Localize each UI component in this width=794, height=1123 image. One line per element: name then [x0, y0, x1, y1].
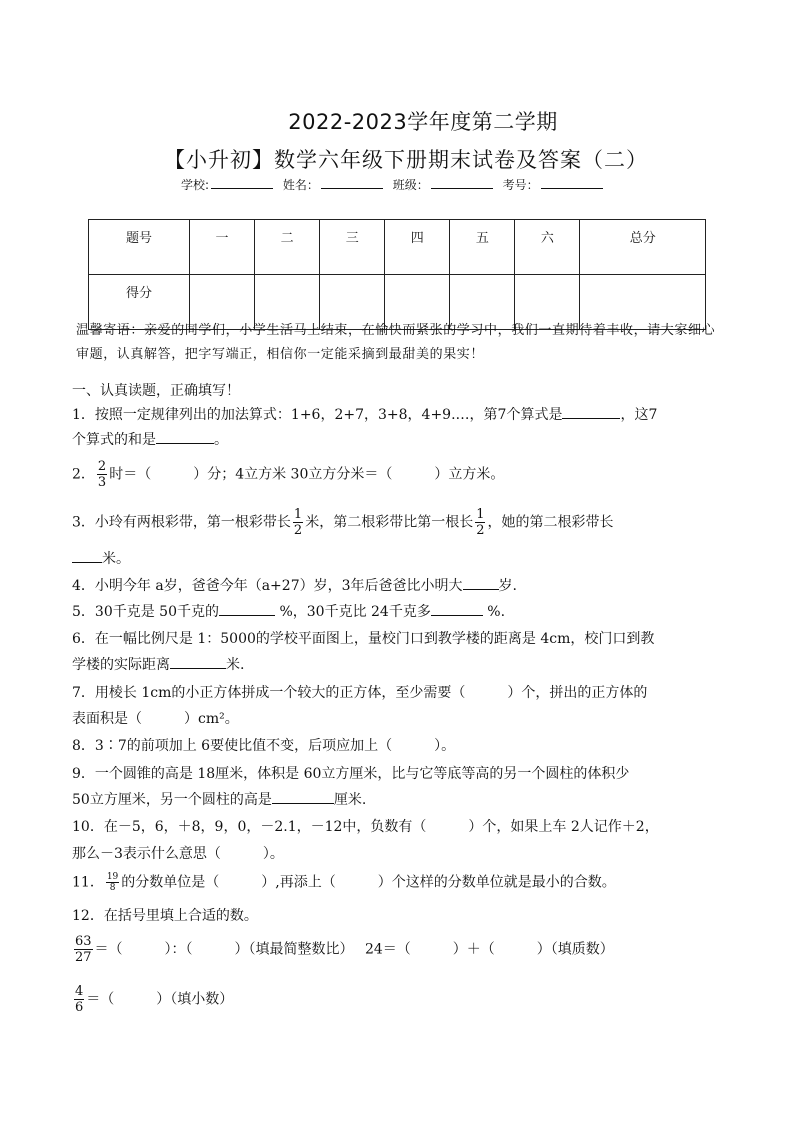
score-header-cell: 总分	[580, 220, 706, 275]
school-label: 学校:	[181, 178, 210, 192]
score-header-cell: 题号	[89, 220, 190, 275]
question-text: 。	[214, 432, 228, 448]
question-text: 岁.	[498, 578, 517, 594]
question-6	[72, 629, 654, 649]
question-text: 米，第二根彩带比第一根长	[305, 514, 474, 531]
score-header-cell: 二	[255, 220, 320, 275]
class-label: 班级：	[392, 178, 429, 192]
score-header-cell: 三	[320, 220, 385, 275]
question-number: 2．	[72, 466, 95, 483]
fraction-denominator: 3	[97, 475, 107, 490]
question-text: %.	[482, 604, 506, 620]
section-heading: 一、认真读题，正确填写！	[72, 383, 240, 399]
question-text: %，30千克比 24千克多	[275, 604, 431, 620]
question-3	[72, 507, 613, 538]
answer-blank[interactable]	[72, 549, 102, 563]
question-text: 厘米.	[333, 792, 367, 808]
answer-blank[interactable]	[431, 602, 483, 616]
question-number: 11．	[72, 874, 104, 891]
question-12-line-2	[72, 984, 233, 1015]
fraction-numerator: 63	[75, 934, 92, 949]
question-text: 12．在括号里填上合适的数。	[72, 908, 258, 924]
fraction-numerator: 1	[476, 507, 485, 522]
exam-title-year: 2022-2023学年度第二学期	[288, 110, 558, 134]
number-field[interactable]	[541, 177, 603, 189]
number-label: 考号：	[502, 178, 539, 192]
answer-blank[interactable]	[463, 576, 499, 590]
answer-blank[interactable]	[156, 430, 214, 444]
fraction	[475, 507, 485, 538]
question-text: 个算式的和是	[72, 432, 156, 448]
encouragement-note: 温馨寄语：亲爱的同学们，小学生活马上结束，在愉快而紧张的学习中，我们一直期待着丰收，请大家细心审题，认真解答，把字写端正，相信你一定能采摘到最甜美的果实！	[76, 323, 716, 362]
question-1	[72, 405, 657, 425]
answer-blank[interactable]	[219, 602, 275, 616]
question-text: 10．在－5，6，＋8，9，0，－2.1，－12中，负数有（ ）个，如果上车 2人记作＋2，	[72, 819, 659, 835]
question-text: 7．用棱长 1cm的小正方体拼成一个较大的正方体，至少需要（ ）个，拼出的正方体的	[72, 685, 648, 701]
question-text: 9．一个圆锥的高是 18厘米，体积是 60立方厘米，比与它等底等高的另一个圆柱的体积少	[72, 766, 630, 782]
fraction-denominator: 2	[476, 523, 485, 538]
score-table	[88, 219, 706, 330]
question-1-cont	[72, 430, 228, 450]
fraction-denominator: 6	[75, 1000, 84, 1015]
class-field[interactable]	[431, 177, 493, 189]
score-header-cell: 四	[385, 220, 450, 275]
fraction-numerator: 19	[106, 872, 119, 882]
question-text: ，她的第二根彩带长	[487, 514, 614, 531]
question-text: ，这7	[620, 407, 658, 423]
question-12	[72, 906, 258, 926]
question-text: ＝（ ）（填小数）	[86, 991, 234, 1008]
question-text: 那么－3表示什么意思（ ）。	[72, 846, 284, 862]
name-field[interactable]	[321, 177, 383, 189]
score-header-cell: 一	[190, 220, 255, 275]
score-header-cell: 六	[515, 220, 580, 275]
question-9	[72, 764, 629, 784]
answer-blank[interactable]	[170, 655, 226, 669]
school-field[interactable]	[211, 177, 273, 189]
name-label: 姓名：	[282, 178, 319, 192]
student-info-line	[181, 176, 609, 193]
question-text: 米。	[102, 551, 130, 567]
question-text: 4．小明今年 a岁，爸爸今年（a+27）岁，3年后爸爸比小明大	[72, 578, 463, 594]
question-7-cont	[72, 709, 239, 729]
question-2	[72, 459, 504, 490]
question-3-cont	[72, 549, 130, 569]
question-11	[72, 872, 616, 893]
question-6-cont	[72, 655, 244, 675]
fraction-denominator: 8	[109, 883, 116, 893]
score-header-cell: 五	[450, 220, 515, 275]
fraction	[74, 934, 93, 965]
question-text: 3．小玲有两根彩带，第一根彩带长	[72, 514, 291, 531]
fraction	[74, 984, 84, 1015]
question-4	[72, 576, 517, 596]
question-12-line-1	[72, 934, 614, 965]
fraction	[106, 872, 119, 893]
fraction-numerator: 1	[293, 507, 303, 522]
question-8	[72, 736, 455, 756]
answer-blank[interactable]	[272, 790, 334, 804]
question-text: 的分数单位是（ ）,再添上（ ）个这样的分数单位就是最小的合数。	[121, 874, 616, 891]
exam-title: 【小升初】数学六年级下册期末试卷及答案（二）	[164, 148, 648, 172]
answer-blank[interactable]	[562, 405, 620, 419]
question-10-cont	[72, 844, 284, 864]
fraction-numerator: 2	[97, 459, 107, 474]
question-text: ＝（ ）：（ ）（填最简整数比） 24＝（ ）＋（ ）（填质数）	[94, 941, 614, 958]
question-9-cont	[72, 790, 366, 810]
question-text: 6．在一幅比例尺是 1：5000的学校平面图上，量校门口到教学楼的距离是 4cm，校门口到教	[72, 631, 655, 647]
score-row-label: 得分	[89, 275, 190, 330]
question-text: 学楼的实际距离	[72, 657, 170, 673]
question-text: 50立方厘米，另一个圆柱的高是	[72, 792, 272, 808]
question-5	[72, 602, 505, 622]
fraction	[293, 507, 303, 538]
fraction	[97, 459, 107, 490]
question-text: 1．按照一定规律列出的加法算式：1+6，2+7，3+8，4+9.…，第7个算式是	[72, 407, 563, 423]
question-7	[72, 683, 647, 703]
fraction-denominator: 2	[293, 523, 303, 538]
question-10	[72, 817, 659, 837]
question-text: 8．3∶7的前项加上 6要使比值不变，后项应加上（ ）。	[72, 738, 456, 754]
fraction-numerator: 4	[75, 984, 84, 999]
question-text: 表面积是（ ）cm²。	[72, 711, 239, 727]
score-table-header-row	[89, 220, 706, 275]
question-text: 时＝（ ）分；4立方米 30立方分米＝（ ）立方米。	[109, 466, 505, 483]
fraction-denominator: 27	[75, 950, 92, 965]
question-text: 5．30千克是 50千克的	[72, 604, 219, 620]
question-text: 米.	[226, 657, 245, 673]
